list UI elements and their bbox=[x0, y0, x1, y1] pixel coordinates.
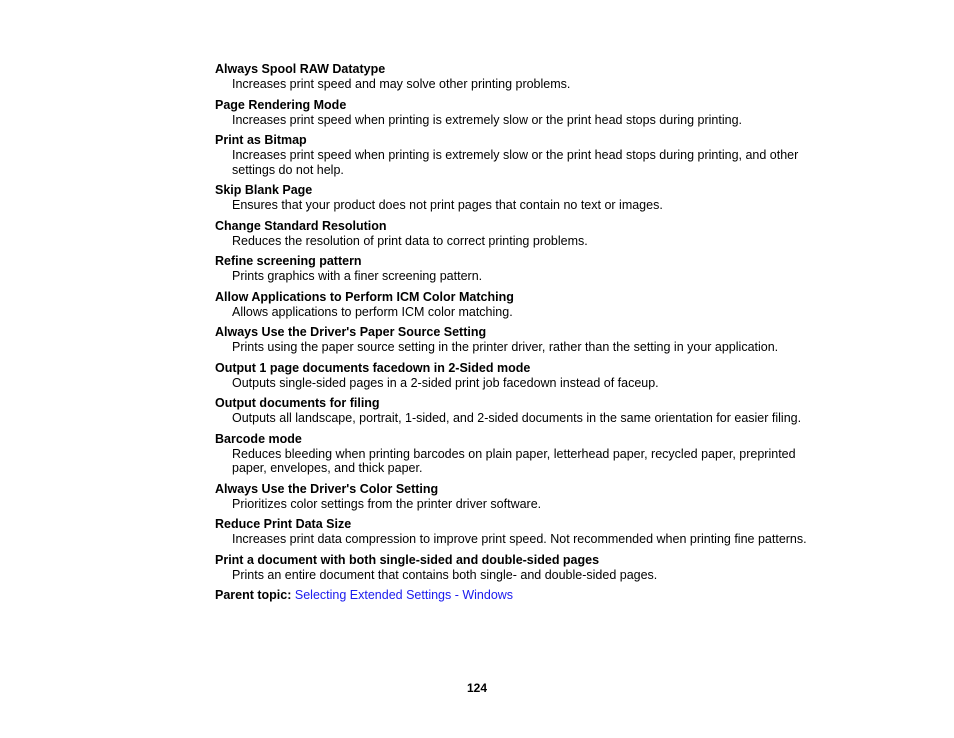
setting-term: Print a document with both single-sided and double-sided pages bbox=[215, 552, 600, 567]
setting-term: Change Standard Resolution bbox=[215, 218, 387, 233]
setting-description: Increases print speed when printing is extremely slow or the print head stops during printing, and other settings do not help. bbox=[232, 148, 799, 177]
setting-entry bbox=[215, 254, 815, 284]
setting-description: Prints using the paper source setting in the printer driver, rather than the setting in your application. bbox=[232, 340, 779, 354]
setting-description: Increases print speed and may solve other printing problems. bbox=[232, 77, 571, 91]
setting-term: Always Spool RAW Datatype bbox=[215, 62, 386, 76]
setting-term: Always Use the Driver's Paper Source Setting bbox=[215, 325, 487, 339]
setting-entry bbox=[215, 553, 815, 583]
setting-entry bbox=[215, 482, 815, 512]
setting-term: Skip Blank Page bbox=[215, 183, 313, 197]
setting-entry bbox=[215, 290, 815, 320]
setting-term: Always Use the Driver's Color Setting bbox=[215, 481, 439, 496]
setting-term: Page Rendering Mode bbox=[215, 97, 347, 112]
parent-topic-label: Parent topic: bbox=[215, 588, 292, 602]
parent-topic-link[interactable]: Selecting Extended Settings - Windows bbox=[294, 588, 514, 602]
setting-description: Reduces bleeding when printing barcodes on plain paper, letterhead paper, recycled paper, preprinted paper, envelopes, and thick paper. bbox=[232, 446, 796, 475]
setting-term: Reduce Print Data Size bbox=[215, 517, 352, 531]
setting-description: Increases print data compression to improve print speed. Not recommended when printing fine patterns. bbox=[232, 532, 807, 546]
setting-description: Outputs single-sided pages in a 2-sided print job facedown instead of faceup. bbox=[232, 375, 659, 390]
setting-term: Output 1 page documents facedown in 2-Sided mode bbox=[215, 360, 531, 375]
setting-entry bbox=[215, 432, 815, 476]
setting-description: Ensures that your product does not print pages that contain no text or images. bbox=[232, 198, 663, 212]
setting-entry bbox=[215, 62, 815, 92]
setting-description: Prints graphics with a finer screening pattern. bbox=[232, 269, 483, 283]
setting-entry bbox=[215, 98, 815, 128]
setting-entry bbox=[215, 517, 815, 547]
setting-term: Barcode mode bbox=[215, 431, 302, 446]
setting-entry bbox=[215, 133, 815, 177]
setting-entry bbox=[215, 396, 815, 426]
setting-description: Increases print speed when printing is extremely slow or the print head stops during printing. bbox=[232, 112, 742, 127]
setting-entry bbox=[215, 219, 815, 249]
page-number: 124 bbox=[466, 681, 488, 695]
setting-term: Output documents for filing bbox=[215, 396, 380, 410]
setting-description: Prioritizes color settings from the printer driver software. bbox=[232, 496, 542, 511]
setting-term: Print as Bitmap bbox=[215, 133, 307, 147]
parent-topic bbox=[215, 588, 815, 603]
setting-description: Allows applications to perform ICM color matching. bbox=[232, 304, 513, 319]
setting-entry bbox=[215, 183, 815, 213]
setting-term: Refine screening pattern bbox=[215, 254, 362, 268]
setting-entry bbox=[215, 361, 815, 391]
setting-description: Prints an entire document that contains both single- and double-sided pages. bbox=[232, 567, 658, 582]
setting-description: Outputs all landscape, portrait, 1-sided, and 2-sided documents in the same orientation for easier filing. bbox=[232, 411, 802, 425]
setting-term: Allow Applications to Perform ICM Color Matching bbox=[215, 289, 514, 304]
setting-description: Reduces the resolution of print data to correct printing problems. bbox=[232, 233, 588, 248]
settings-list bbox=[215, 62, 815, 603]
setting-entry bbox=[215, 325, 815, 355]
